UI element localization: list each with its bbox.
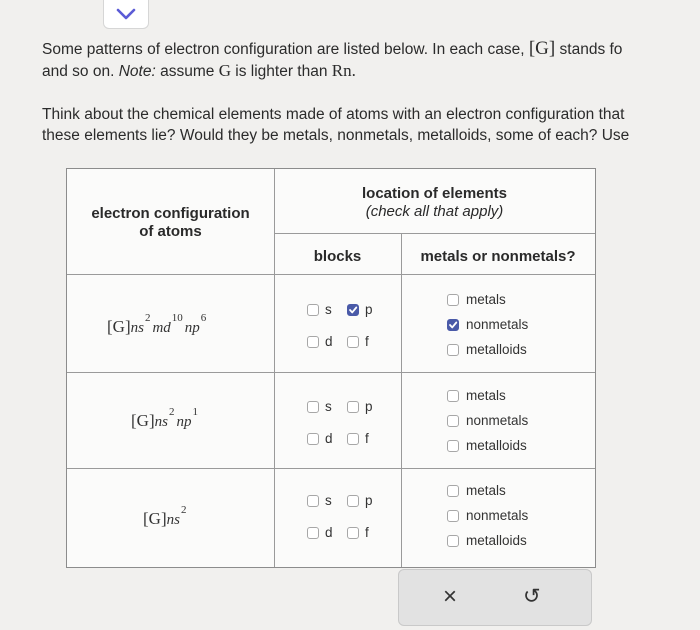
check-icon	[448, 320, 458, 330]
config-row-3: $[G]ns^2$	[143, 504, 187, 528]
undo-icon[interactable]: ↺	[523, 585, 541, 608]
col-header-config: electron configuration of atoms	[91, 205, 250, 240]
row3-metalloids-label: metalloids	[466, 533, 527, 548]
p1-text: Some patterns of electron configuration are listed below. In each case,	[42, 41, 525, 58]
row1-metals-checkbox[interactable]	[447, 294, 459, 306]
row1-block-f-checkbox[interactable]	[347, 336, 359, 348]
config-row-2: $[G]ns^2np^1$	[131, 406, 198, 430]
row2-metals-checkbox[interactable]	[447, 390, 459, 402]
row3-block-f-checkbox[interactable]	[347, 527, 359, 539]
p2-line1: Think about the chemical elements made of atoms with an electron configuration that	[42, 106, 625, 123]
row2-block-p-label: p	[365, 399, 373, 414]
row3-metalloids-checkbox[interactable]	[447, 535, 459, 547]
row3-metals-checkbox[interactable]	[447, 485, 459, 497]
collapse-toggle-button[interactable]	[103, 0, 149, 29]
rn-symbol: Rn.	[331, 61, 356, 80]
row1-nonmetals-checkbox[interactable]	[447, 319, 459, 331]
row3-nonmetals-checkbox[interactable]	[447, 510, 459, 522]
instructions-paragraph-2	[42, 104, 629, 146]
row1-nonmetals-label: nonmetals	[466, 317, 529, 332]
row1-metals-label: metals	[466, 292, 506, 307]
p1-line2: and so on.	[42, 63, 115, 80]
check-icon	[348, 305, 358, 315]
row2-block-f-checkbox[interactable]	[347, 433, 359, 445]
col-header-location: location of elements (check all that apply)	[361, 185, 508, 220]
config-row-1: $[G]ns^2md^{10}np^6$	[107, 312, 207, 336]
row2-metals-label: metals	[466, 388, 506, 403]
g-symbol: G	[218, 61, 231, 80]
row2-block-f-label: f	[365, 431, 369, 446]
row1-block-p-checkbox[interactable]	[347, 304, 359, 316]
row2-block-p-checkbox[interactable]	[347, 401, 359, 413]
row2-block-s-label: s	[325, 399, 332, 414]
row1-block-d-label: d	[325, 334, 333, 349]
row3-block-p-checkbox[interactable]	[347, 495, 359, 507]
row2-nonmetals-label: nonmetals	[466, 413, 529, 428]
row2-block-s-checkbox[interactable]	[307, 401, 319, 413]
row1-block-s-label: s	[325, 302, 332, 317]
row3-metals-label: metals	[466, 483, 506, 498]
row3-block-s-checkbox[interactable]	[307, 495, 319, 507]
col-header-metals: metals or nonmetals?	[420, 248, 576, 265]
row1-metalloids-label: metalloids	[466, 342, 527, 357]
row2-metalloids-checkbox[interactable]	[447, 440, 459, 452]
chevron-down-icon	[115, 7, 137, 21]
p1-assume: assume	[160, 63, 215, 80]
row3-block-f-label: f	[365, 525, 369, 540]
clear-icon[interactable]: ×	[443, 583, 458, 610]
answer-action-bar	[398, 569, 592, 626]
instructions-paragraph-1	[42, 38, 622, 82]
p2-line2: these elements lie? Would they be metals, nonmetals, metalloids, some of each? Use	[42, 127, 630, 144]
row1-block-f-label: f	[365, 334, 369, 349]
row3-block-s-label: s	[325, 493, 332, 508]
row3-block-d-checkbox[interactable]	[307, 527, 319, 539]
row1-metalloids-checkbox[interactable]	[447, 344, 459, 356]
row3-block-d-label: d	[325, 525, 333, 540]
electron-config-table	[66, 168, 596, 568]
row3-block-p-label: p	[365, 493, 373, 508]
p1-is-lighter: is lighter than	[235, 63, 328, 80]
row2-block-d-checkbox[interactable]	[307, 433, 319, 445]
row1-block-p-label: p	[365, 302, 373, 317]
row1-block-d-checkbox[interactable]	[307, 336, 319, 348]
note-label: Note:	[118, 63, 156, 80]
row2-nonmetals-checkbox[interactable]	[447, 415, 459, 427]
row1-block-s-checkbox[interactable]	[307, 304, 319, 316]
col-header-blocks: blocks	[313, 248, 362, 265]
g-bracket: [G]	[528, 38, 556, 59]
row3-nonmetals-label: nonmetals	[466, 508, 529, 523]
row2-metalloids-label: metalloids	[466, 438, 527, 453]
row2-block-d-label: d	[325, 431, 333, 446]
p1-text-end: stands fo	[559, 41, 623, 58]
